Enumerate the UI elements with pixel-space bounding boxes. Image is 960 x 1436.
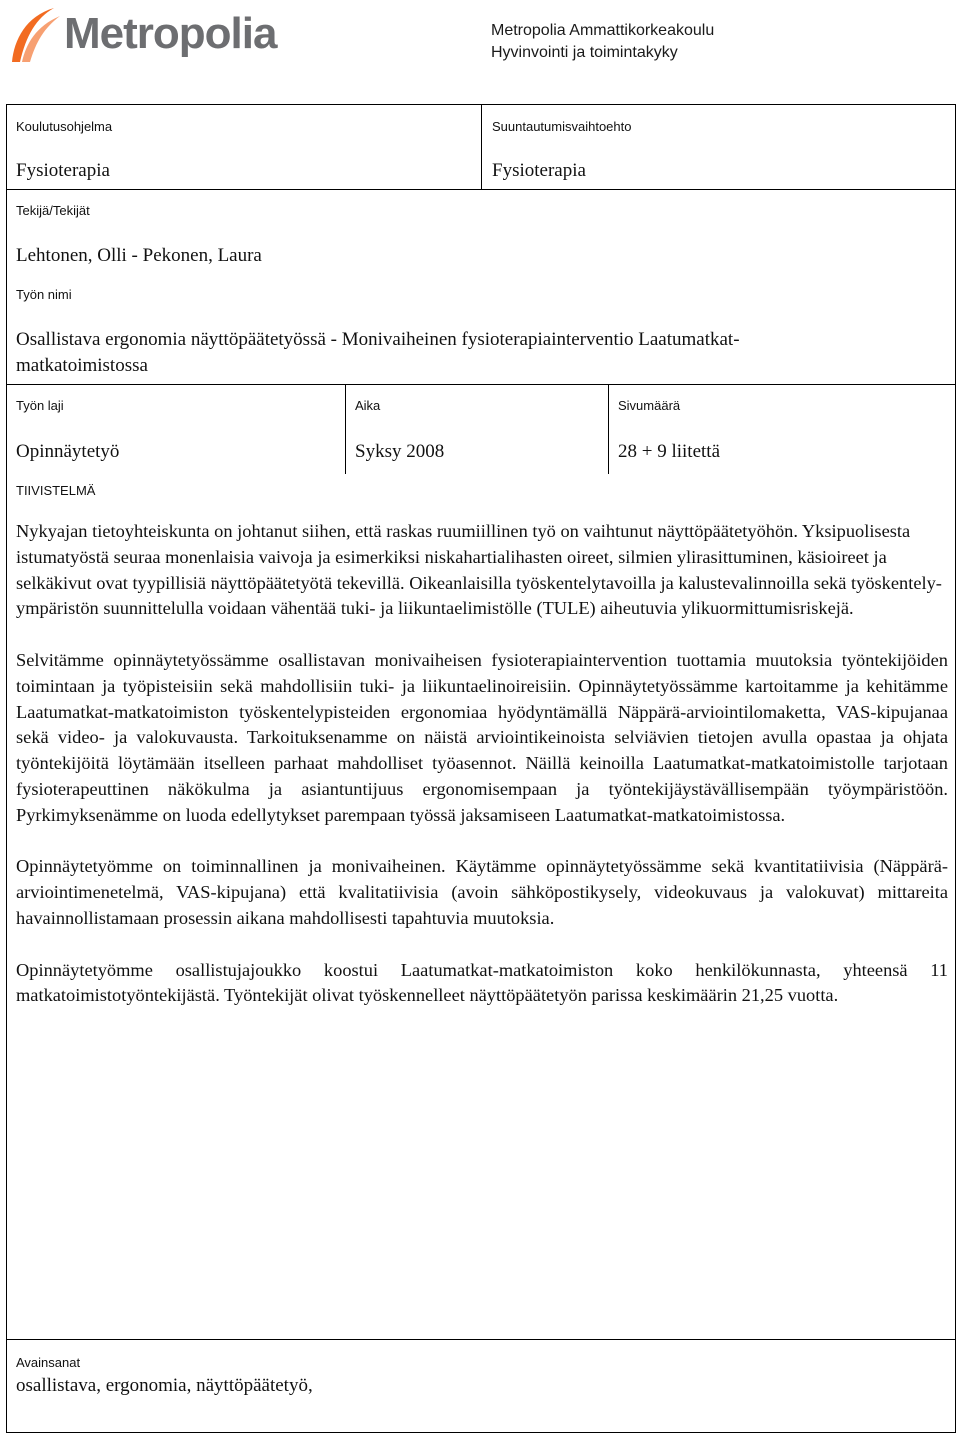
- programme-label: Koulutusohjelma: [16, 119, 113, 134]
- school-name: Metropolia Ammattikorkeakoulu: [491, 22, 715, 39]
- divider: [7, 1339, 955, 1340]
- abstract-paragraph: Selvitämme opinnäytetyössämme osallistavan monivaiheisen fysioterapiaintervention tuottamia muutoksia työntekijöiden toimintaan ja työpisteisiin sekä mahdollisiin tuki- ja liikuntaelinoireisiin. Opinnäytetyössämme kartoitamme ja kehitämme Laatumatkat-matkatoimiston työskentelypisteiden ergonomiaa hyödyntämällä Näppärä-arviointilomaketta, VAS-kipujanaa sekä video- ja valokuvausta. Tarkoituksenamme on näistä arviointikeinoista selviävien tietojen avulla opastaa ja ohjata työntekijöitä löytämään itselleen parhaat mahdolliset työasennot. Näillä keinoilla Laatumatkat-matkatoimistolle tarjotaan fysioterapeuttinen näkökulma ja asiantuntijuus ergonomisempaan ja työntekijäystävällisempään työympäristöön. Pyrkimyksenämme on luoda edellytykset parempaan työssä jaksamiseen Laatumatkat-matkatoimistossa.: [16, 649, 948, 825]
- divider: [481, 105, 482, 189]
- pages-label: Sivumäärä: [618, 398, 681, 413]
- time-label: Aika: [355, 398, 381, 413]
- programme-value: Fysioterapia: [16, 160, 110, 181]
- type-value: Opinnäytetyö: [16, 441, 120, 462]
- orientation-label: Suuntautumisvaihtoehto: [492, 119, 632, 134]
- abstract-form: [6, 104, 956, 1433]
- pages-value: 28 + 9 liitettä: [618, 441, 721, 462]
- title-label: Työn nimi: [16, 287, 72, 302]
- divider: [608, 384, 609, 474]
- abstract-paragraph: Opinnäytetyömme on toiminnallinen ja monivaiheinen. Käytämme opinnäytetyössämme sekä kvantitatiivisia (Näppärä-arviointimenetelmä, VAS-kipujana) että kvalitatiivisia (avoin sähköpostikysely, videokuvaus ja valokuvat) mittareita havainnollistamaan prosessin aikana mahdollisesti tapahtuvia muutoksia.: [16, 856, 948, 928]
- metropolia-logo: [6, 2, 276, 66]
- logo-wordmark: Metropolia: [64, 9, 277, 58]
- abstract-paragraph: Opinnäytetyömme osallistujajoukko koostui Laatumatkat-matkatoimiston koko henkilökunnasta, yhteensä 11 matkatoimistotyöntekijästä. Työntekijät olivat työskennelleet näyttöpäätetyön parissa keskimäärin 21,25 vuotta.: [16, 959, 948, 1006]
- abstract-heading: TIIVISTELMÄ: [16, 483, 96, 498]
- department-name: Hyvinvointi ja toimintakyky: [491, 44, 678, 61]
- keywords-label: Avainsanat: [16, 1355, 81, 1370]
- metropolia-swoosh-icon: [6, 2, 66, 66]
- abstract-paragraph: Nykyajan tietoyhteiskunta on johtanut siihen, että raskas ruumiillinen työ on vaihtunut näyttöpäätetyöhön. Yksipuolisesta istumatyöstä seuraa monenlaisia vaivoja ja esimerkiksi niskahartialihasten oireet, silmien ylirasittuminen, käsioireet ja selkäkivut ovat tyypillisiä näyttöpäätetyötä tekevillä. Oikeanlaisilla työskentelytavoilla ja kalustevalinnoilla sekä työskentely-ympäristön suunnittelulla voidaan vähentää tuki- ja liikuntaelimistölle (TULE) aiheutuvia ylikuormittumisriskejä.: [16, 521, 942, 619]
- keywords-value: osallistava, ergonomia, näyttöpäätetyö,: [16, 1375, 313, 1396]
- abstract-body: [16, 519, 948, 1035]
- divider: [345, 384, 346, 474]
- authors-label: Tekijä/Tekijät: [16, 203, 90, 218]
- divider: [7, 384, 955, 385]
- type-label: Työn laji: [16, 398, 64, 413]
- orientation-value: Fysioterapia: [492, 160, 586, 181]
- divider: [7, 189, 955, 190]
- school-info: [491, 20, 714, 64]
- thesis-title-line1: Osallistava ergonomia näyttöpäätetyössä - Monivaiheinen fysioterapiainterventio Laatumatkat-: [16, 329, 740, 350]
- authors-value: Lehtonen, Olli - Pekonen, Laura: [16, 245, 262, 266]
- time-value: Syksy 2008: [355, 441, 445, 462]
- thesis-title-line2: matkatoimistossa: [16, 355, 148, 376]
